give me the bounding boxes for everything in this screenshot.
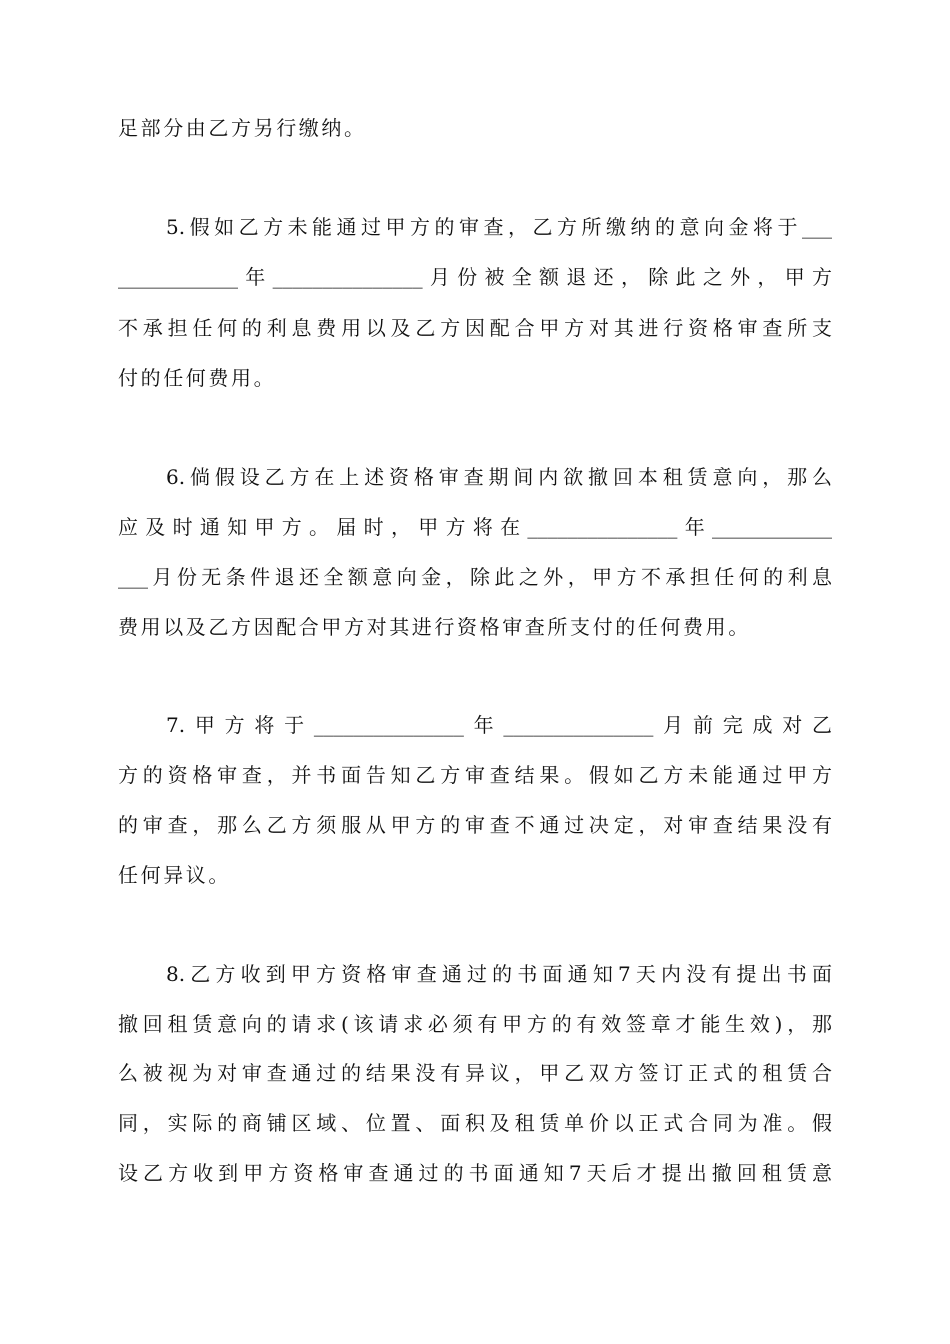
text-line: 不承担任何的利息费用以及乙方因配合甲方对其进行资格审查所支 bbox=[118, 316, 832, 340]
clause-7-line: 7.甲方将于_______________年_______________月前完成对乙 bbox=[166, 713, 832, 737]
text-line: 么被视为对审查通过的结果没有异议，甲乙双方签订正式的租赁合 bbox=[118, 1061, 832, 1085]
clause-8-line: 8.乙方收到甲方资格审查通过的书面通知7天内没有提出书面 bbox=[166, 962, 832, 986]
text-line: ___月份无条件退还全额意向金，除此之外，甲方不承担任何的利息 bbox=[118, 565, 832, 589]
text-line: 任何异议。 bbox=[118, 863, 231, 887]
text-line: 的审查，那么乙方须服从甲方的审查不通过决定，对审查结果没有 bbox=[118, 813, 832, 837]
clause-6-line: 6.倘假设乙方在上述资格审查期间内欲撤回本租赁意向，那么 bbox=[166, 465, 832, 489]
clause-5-line: 5.假如乙方未能通过甲方的审查，乙方所缴纳的意向金将于___ bbox=[166, 215, 832, 239]
text-line: 方的资格审查，并书面告知乙方审查结果。假如乙方未能通过甲方 bbox=[118, 763, 832, 787]
text-line: 费用以及乙方因配合甲方对其进行资格审查所支付的任何费用。 bbox=[118, 615, 751, 639]
text-line: 付的任何费用。 bbox=[118, 366, 277, 390]
text-line: 同，实际的商铺区域、位置、面积及租赁单价以正式合同为准。假 bbox=[118, 1111, 832, 1135]
text-line: 撤回租赁意向的请求(该请求必须有甲方的有效签章才能生效)，那 bbox=[118, 1012, 832, 1036]
text-line: ____________年_______________月份被全额退还，除此之外，甲方 bbox=[118, 265, 832, 289]
text-line: 应及时通知甲方。届时，甲方将在_______________年____________ bbox=[118, 515, 832, 539]
text-line: 设乙方收到甲方资格审查通过的书面通知7天后才提出撤回租赁意 bbox=[118, 1161, 832, 1185]
text-line: 足部分由乙方另行缴纳。 bbox=[118, 116, 367, 140]
